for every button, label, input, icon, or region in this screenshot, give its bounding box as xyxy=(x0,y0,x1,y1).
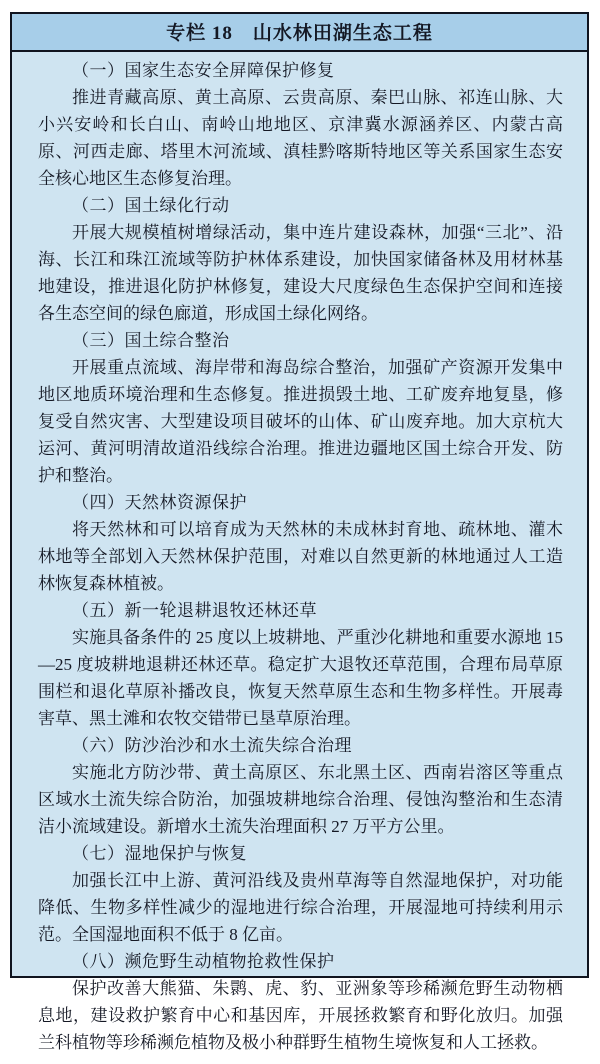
section-body: 加强长江中上游、黄河沿线及贵州草海等自然湿地保护，对功能降低、生物多样性减少的湿地进行综合治理，开展湿地可持续利用示范。全国湿地面积不低于 8 亿亩。 xyxy=(38,871,563,944)
section xyxy=(38,948,563,1056)
section-heading: （八）濒危野生动植物抢救性保护 xyxy=(72,952,335,971)
section-body: 实施北方防沙带、黄土高原区、东北黑土区、西南岩溶区等重点区域水土流失综合防治，加强坡耕地综合治理、侵蚀沟整治和生态清洁小流域建设。新增水土流失治理面积 27 万平方公里。 xyxy=(38,763,563,836)
section xyxy=(38,192,563,327)
section-heading: （七）湿地保护与恢复 xyxy=(72,844,247,863)
section xyxy=(38,327,563,489)
section-heading: （五）新一轮退耕退牧还林还草 xyxy=(72,601,317,620)
section-heading: （六）防沙治沙和水土流失综合治理 xyxy=(72,736,352,755)
section xyxy=(38,597,563,732)
panel-header xyxy=(12,14,587,52)
section-body: 推进青藏高原、黄土高原、云贵高原、秦巴山脉、祁连山脉、大小兴安岭和长白山、南岭山地地区、京津冀水源涵养区、内蒙古高原、河西走廊、塔里木河流域、滇桂黔喀斯特地区等关系国家生态安全核心地区生态修复治理。 xyxy=(38,88,563,188)
section-body: 开展重点流域、海岸带和海岛综合整治，加强矿产资源开发集中地区地质环境治理和生态修复。推进损毁土地、工矿废弃地复垦，修复受自然灾害、大型建设项目破坏的山体、矿山废弃地。加大京杭大运河、黄河明清故道沿线综合治理。推进边疆地区国土综合开发、防护和整治。 xyxy=(38,358,563,485)
panel-title: 专栏 18 山水林田湖生态工程 xyxy=(166,23,433,44)
section-body: 开展大规模植树增绿活动，集中连片建设森林，加强“三北”、沿海、长江和珠江流域等防护林体系建设，加快国家储备林及用材林基地建设，推进退化防护林修复，建设大尺度绿色生态保护空间和连接各生态空间的绿色廊道，形成国土绿化网络。 xyxy=(38,223,563,323)
section-body: 将天然林和可以培育成为天然林的未成林封育地、疏林地、灌木林地等全部划入天然林保护范围，对难以自然更新的林地通过人工造林恢复森林植被。 xyxy=(38,520,563,593)
section xyxy=(38,840,563,948)
section-body: 实施具备条件的 25 度以上坡耕地、严重沙化耕地和重要水源地 15—25 度坡耕地退耕还林还草。稳定扩大退牧还草范围，合理布局草原围栏和退化草原补播改良，恢复天然草原生态和生物多样性。开展毒害草、黑土滩和农牧交错带已垦草原治理。 xyxy=(38,628,563,728)
section-heading: （四）天然林资源保护 xyxy=(72,493,247,512)
section-body: 保护改善大熊猫、朱鹮、虎、豹、亚洲象等珍稀濒危野生动物栖息地，建设救护繁育中心和基因库，开展拯救繁育和野化放归。加强兰科植物等珍稀濒危植物及极小种群野生植物生境恢复和人工拯救。 xyxy=(38,979,563,1052)
feature-box-panel xyxy=(10,12,589,1052)
section xyxy=(38,57,563,192)
panel-body xyxy=(12,52,587,1064)
section xyxy=(38,732,563,840)
section-heading: （二）国土绿化行动 xyxy=(72,196,230,215)
section-heading: （三）国土综合整治 xyxy=(72,331,230,350)
section-heading: （一）国家生态安全屏障保护修复 xyxy=(72,61,335,80)
section xyxy=(38,489,563,597)
